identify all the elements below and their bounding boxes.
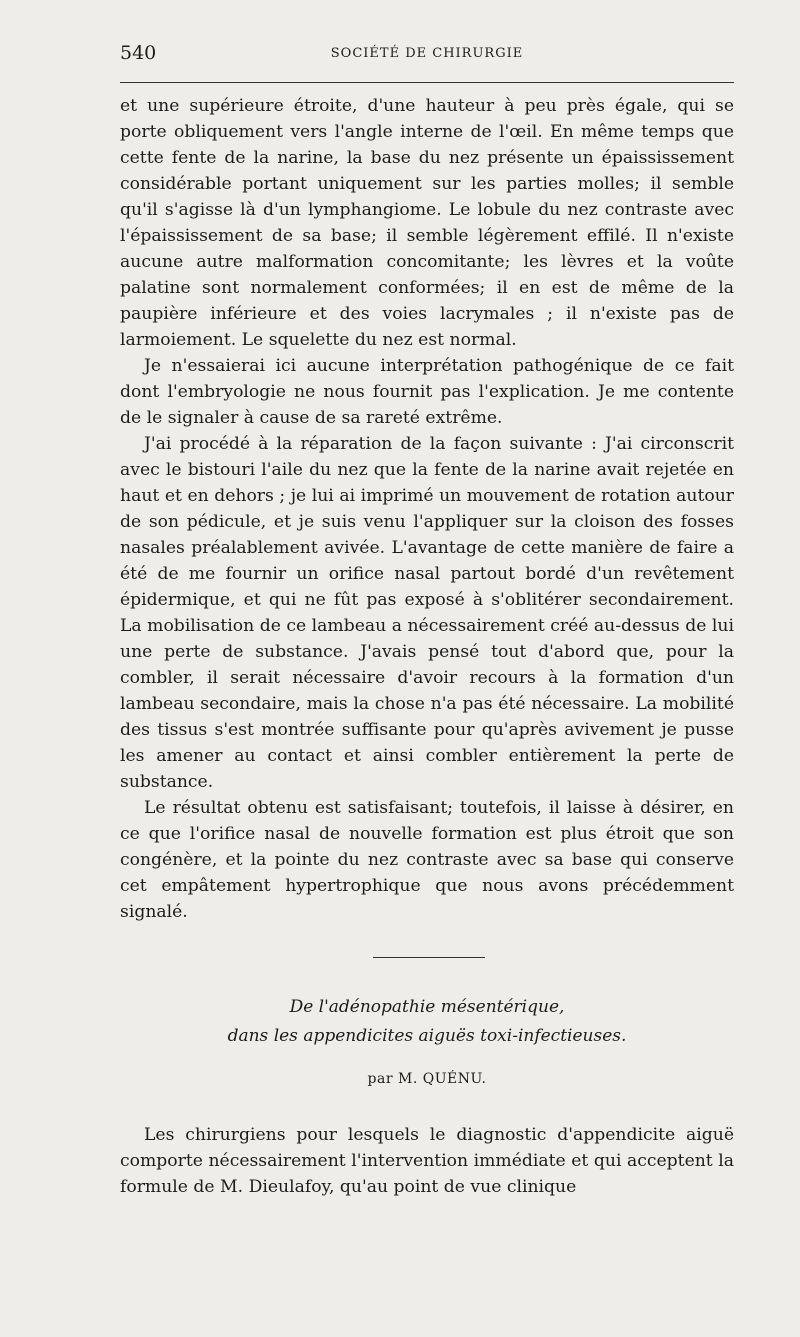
paragraph: J'ai procédé à la réparation de la façon suivante : J'ai circonscrit avec le bistouri l'aile du nez que la fente de la narine avait rejetée en haut et en dehors ; je lui ai imprimé un mouvement de rotation autour de son pédicule, et je suis venu l'appliquer sur la cloison des fosses nasales préalablement avivée. L'avantage de cette manière de faire a été de me fournir un orifice nasal partout bordé d'un revêtement épidermique, et qui ne fût pas exposé à s'oblitérer secondairement. La mobilisation de ce lambeau a nécessairement créé au-dessus de lui une perte de substance. J'avais pensé tout d'abord que, pour la combler, il serait nécessaire d'avoir recours à la formation d'un lambeau secondaire, mais la chose n'a pas été nécessaire. La mobilité des tissus s'est montrée suffisante pour qu'après avivement je pusse les amener au contact et ainsi combler entièrement la perte de substance. (120, 434, 734, 792)
paragraph: Le résultat obtenu est satisfaisant; toutefois, il laisse à désirer, en ce que l'orifice nasal de nouvelle formation est plus étroit que son congénère, et la pointe du nez contraste avec sa base qui conserve cet empâtement hypertrophique que nous avons précédemment signalé. (120, 798, 734, 922)
article-title-line2: dans les appendicites aiguës toxi-infectieuses. (227, 1026, 627, 1046)
paragraph: et une supérieure étroite, d'une hauteur à peu près égale, qui se porte obliquement vers l'angle interne de l'œil. En même temps que cette fente de la narine, la base du nez présente un épaississement considérable portant uniquement sur les parties molles; il semble qu'il s'agisse là d'un lymphangiome. Le lobule du nez contraste avec l'épaississement de sa base; il semble légèrement effilé. Il n'existe aucune autre malformation concomitante; les lèvres et la voûte palatine sont normalement conformées; il en est de même de la paupière inférieure et des voies lacrymales ; il n'existe pas de larmoiement. Le squelette du nez est normal. (120, 96, 734, 350)
header-rule (120, 82, 734, 83)
paragraph: Les chirurgiens pour lesquels le diagnostic d'appendicite aiguë comporte nécessairement l'intervention immédiate et qui acceptent la formule de M. Dieulafoy, qu'au point de vue clinique (120, 1125, 734, 1197)
body-text (120, 93, 734, 925)
article-author: par M. QUÉNU. (367, 1071, 487, 1087)
section-separator (373, 957, 485, 958)
paragraph: Je n'essaierai ici aucune interprétation pathogénique de ce fait dont l'embryologie ne nous fournit pas l'explication. Je me contente de le signaler à cause de sa rareté extrême. (120, 356, 734, 428)
article-body (120, 1122, 734, 1200)
running-head: SOCIÉTÉ DE CHIRURGIE (330, 46, 524, 61)
page-number: 540 (120, 42, 157, 64)
article-title-line1: De l'adénopathie mésentérique, (289, 997, 565, 1017)
page-header (120, 42, 734, 70)
